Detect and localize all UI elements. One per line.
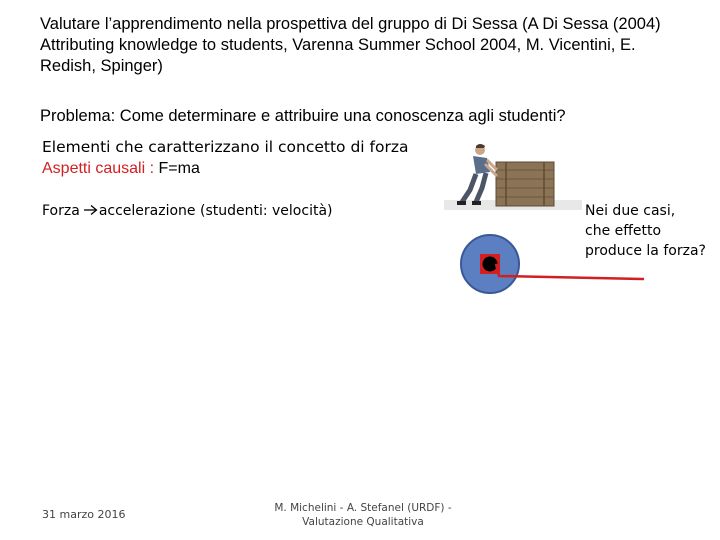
- question-line: Nei due casi,: [585, 203, 676, 219]
- causal-aspects: [42, 158, 200, 180]
- problem-statement: Problema: Come determinare e attribuire una conoscenza agli studenti?: [40, 107, 566, 125]
- disk-force-diagram: [458, 222, 658, 302]
- right-arrow-icon: [84, 201, 98, 221]
- causal-formula: F=ma: [158, 160, 200, 177]
- person-pushing-crate-illustration: [440, 140, 585, 215]
- question-line: produce la forza?: [585, 243, 706, 259]
- question-line: che effetto: [585, 223, 662, 239]
- person: [457, 144, 497, 205]
- force-term: Forza: [42, 203, 80, 219]
- footer-credits: M. Michelini - A. Stefanel (URDF) - Valutazione Qualitativa: [274, 502, 452, 528]
- causal-aspects-label: Aspetti causali :: [42, 160, 155, 177]
- elements-heading: Elementi che caratterizzano il concetto di forza: [42, 138, 409, 156]
- slide-title: Valutare l’apprendimento nella prospettiva del gruppo di Di Sessa (A Di Sessa (2004) Attributing knowledge to students, Varenna Summer School 2004, M. Vicentini, E. Redish, Spinger): [40, 15, 661, 75]
- crate: [496, 162, 554, 206]
- acceleration-term: accelerazione (studenti: velocità): [98, 203, 333, 219]
- force-relation: [42, 201, 333, 221]
- black-center-dot: [483, 257, 498, 272]
- footer-date: 31 marzo 2016: [42, 508, 126, 521]
